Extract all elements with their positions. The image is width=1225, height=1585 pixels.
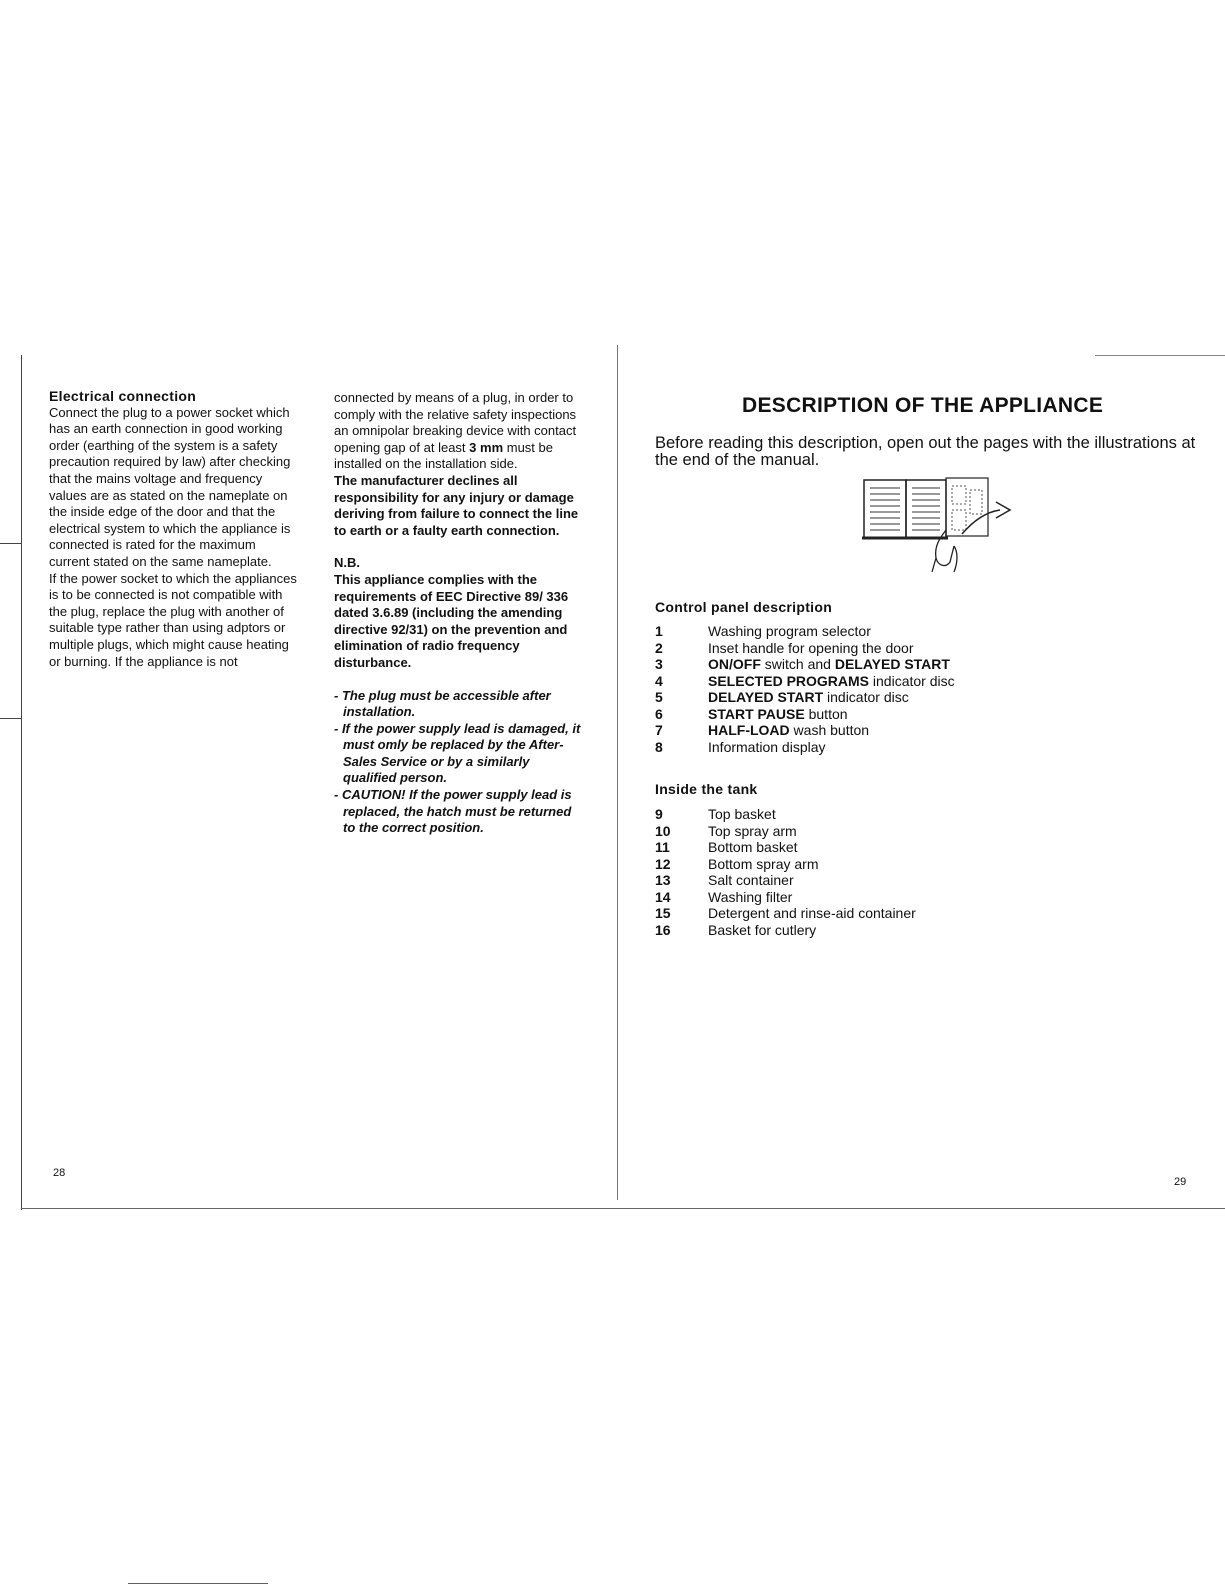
- warning-hatch-caution: - CAUTION! If the power supply lead is replaced, the hatch must be returned to the correct position.: [334, 787, 572, 836]
- connection-text-pre: connected by means of a plug, in order to comply with the relative safety inspections an omnipolar breaking device with contact opening gap of at least: [334, 390, 577, 455]
- left-column-1: [49, 388, 299, 670]
- page-number-right: 29: [1174, 1176, 1187, 1188]
- list-item: 11 Bottom basket: [655, 839, 798, 855]
- top-right-edge-line: [1095, 355, 1225, 356]
- connection-paragraph: [334, 390, 584, 473]
- list-item: 14 Washing filter: [655, 888, 793, 905]
- list-item: 6 START PAUSE button: [655, 705, 848, 722]
- electrical-body-paragraph-2: If the power socket to which the appliances is to be connected is not compatible with the plug, replace the plug with another of suitable type rather than using adptors or multiple plugs, which might cause heating or burning. If the appliance is not: [49, 570, 297, 669]
- bottom-edge-line: [21, 1208, 1225, 1209]
- section-heading-electrical: Electrical connection: [49, 388, 197, 404]
- list-item: 2 Inset handle for opening the door: [655, 639, 914, 656]
- list-item: 13 Salt container: [655, 872, 794, 888]
- left-column-2: [334, 390, 584, 837]
- page-number-left: 28: [53, 1167, 66, 1179]
- inside-tank-list: [655, 806, 1175, 938]
- left-margin-tick-top: [0, 543, 21, 544]
- intro-paragraph: Before reading this description, open out the pages with the illustrations at the end of the manual.: [655, 434, 1196, 469]
- list-item: 9 Top basket: [655, 806, 776, 822]
- left-page-edge: [21, 355, 22, 1210]
- list-item: 1 Washing program selector: [655, 623, 871, 639]
- list-item: 15 Detergent and rinse-aid container: [655, 905, 916, 921]
- list-item: 8 Information display: [655, 738, 826, 755]
- warning-lead-damaged: - If the power supply lead is damaged, it must omly be replaced by the After-Sales Service or by a similarly qualified person.: [334, 720, 581, 786]
- inside-tank-heading: Inside the tank: [655, 781, 758, 797]
- electrical-body-paragraph: Connect the plug to a power socket which has an earth connection in good working order (earthing of the system is a safety precaution required by law) after checking that the mains voltage and frequency values are as stated on the nameplate on the inside edge of the door and that the electrical system to which the appliance is connected is rated for the maximum current stated on the same nameplate.: [49, 404, 291, 569]
- connection-gap-value: 3 mm: [469, 439, 504, 455]
- left-margin-tick-bottom: [0, 718, 21, 719]
- open-pages-illustration-icon: [862, 476, 1022, 576]
- nb-label: N.B.: [334, 555, 360, 571]
- control-panel-heading: Control panel description: [655, 599, 833, 615]
- list-item: 7 HALF-LOAD wash button: [655, 722, 870, 738]
- list-item: 3 ON/OFF switch and DELAYED START: [655, 656, 950, 672]
- list-item: 5 DELAYED START indicator disc: [655, 689, 909, 705]
- list-item: 10 Top spray arm: [655, 822, 797, 839]
- list-item: 12 Bottom spray arm: [655, 855, 819, 872]
- connection-text-post: must be installed on the installation side.: [334, 439, 553, 472]
- warning-plug-accessible: - The plug must be accessible after installation.: [334, 687, 551, 720]
- bottom-blue-line: [128, 1583, 268, 1584]
- page-title: DESCRIPTION OF THE APPLIANCE: [742, 394, 1104, 417]
- center-gutter-line: [617, 345, 618, 1200]
- manufacturer-disclaimer: The manufacturer declines all responsibility for any injury or damage deriving from failure to connect the line to earth or a faulty earth connection.: [334, 472, 579, 538]
- list-item: 16 Basket for cutlery: [655, 921, 817, 938]
- control-panel-list: [655, 623, 1175, 755]
- nb-compliance-text: This appliance complies with the requirements of EEC Directive 89/ 336 dated 3.6.89 (including the amending directive 92/31) on the prevention and elimination of radio frequency disturbance.: [334, 571, 569, 670]
- list-item: 4 SELECTED PROGRAMS indicator disc: [655, 672, 955, 689]
